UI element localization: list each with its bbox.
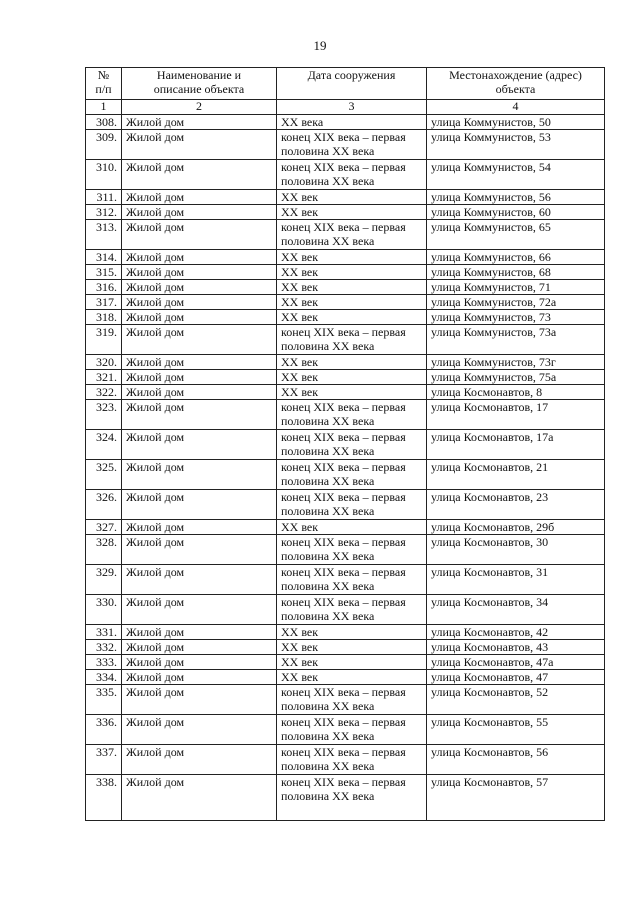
construction-date: конец XIX века – первая половина XX века xyxy=(277,220,427,250)
construction-date: конец XIX века – первая половина XX века xyxy=(277,565,427,595)
object-name: Жилой дом xyxy=(122,310,277,325)
table-row xyxy=(86,355,605,370)
row-number: 330. xyxy=(86,595,122,625)
table-row xyxy=(86,295,605,310)
location-address: улица Космонавтов, 17 xyxy=(427,400,605,430)
location-address: улица Коммунистов, 56 xyxy=(427,190,605,205)
construction-date: XX век xyxy=(277,385,427,400)
row-number: 316. xyxy=(86,280,122,295)
construction-date: конец XIX века – первая половина XX века xyxy=(277,685,427,715)
header-name-description: Наименование и описание объекта xyxy=(122,68,277,100)
construction-date: XX век xyxy=(277,655,427,670)
table-row xyxy=(86,370,605,385)
column-number: 1 xyxy=(86,100,122,115)
location-address: улица Коммунистов, 73 xyxy=(427,310,605,325)
row-number: 324. xyxy=(86,430,122,460)
header-number: № п/п xyxy=(86,68,122,100)
object-name: Жилой дом xyxy=(122,490,277,520)
table-row xyxy=(86,280,605,295)
location-address: улица Космонавтов, 42 xyxy=(427,625,605,640)
table-row xyxy=(86,130,605,160)
row-number: 322. xyxy=(86,385,122,400)
table-row xyxy=(86,325,605,355)
construction-date: XX век xyxy=(277,205,427,220)
row-number: 323. xyxy=(86,400,122,430)
object-name: Жилой дом xyxy=(122,355,277,370)
construction-date: XX век xyxy=(277,625,427,640)
location-address: улица Коммунистов, 60 xyxy=(427,205,605,220)
table-row xyxy=(86,775,605,821)
table-row xyxy=(86,160,605,190)
heritage-registry-table xyxy=(85,67,605,821)
header-location-address: Местонахождение (адрес) объекта xyxy=(427,68,605,100)
location-address: улица Космонавтов, 23 xyxy=(427,490,605,520)
row-number: 334. xyxy=(86,670,122,685)
construction-date: XX век xyxy=(277,295,427,310)
location-address: улица Космонавтов, 30 xyxy=(427,535,605,565)
object-name: Жилой дом xyxy=(122,520,277,535)
row-number: 318. xyxy=(86,310,122,325)
object-name: Жилой дом xyxy=(122,625,277,640)
location-address: улица Космонавтов, 17а xyxy=(427,430,605,460)
construction-date: конец XIX века – первая половина XX века xyxy=(277,160,427,190)
object-name: Жилой дом xyxy=(122,400,277,430)
row-number: 310. xyxy=(86,160,122,190)
table-row xyxy=(86,190,605,205)
construction-date: XX век xyxy=(277,670,427,685)
table-row xyxy=(86,430,605,460)
row-number: 315. xyxy=(86,265,122,280)
object-name: Жилой дом xyxy=(122,775,277,821)
location-address: улица Коммунистов, 66 xyxy=(427,250,605,265)
table-row xyxy=(86,595,605,625)
construction-date: конец XIX века – первая половина XX века xyxy=(277,715,427,745)
column-number: 4 xyxy=(427,100,605,115)
row-number: 333. xyxy=(86,655,122,670)
row-number: 338. xyxy=(86,775,122,821)
row-number: 319. xyxy=(86,325,122,355)
construction-date: XX век xyxy=(277,520,427,535)
location-address: улица Космонавтов, 52 xyxy=(427,685,605,715)
object-name: Жилой дом xyxy=(122,115,277,130)
location-address: улица Коммунистов, 65 xyxy=(427,220,605,250)
object-name: Жилой дом xyxy=(122,205,277,220)
construction-date: конец XIX века – первая половина XX века xyxy=(277,430,427,460)
table-row xyxy=(86,265,605,280)
object-name: Жилой дом xyxy=(122,565,277,595)
table-row xyxy=(86,745,605,775)
location-address: улица Космонавтов, 56 xyxy=(427,745,605,775)
row-number: 309. xyxy=(86,130,122,160)
construction-date: конец XIX века – первая половина XX века xyxy=(277,130,427,160)
row-number: 328. xyxy=(86,535,122,565)
table-body xyxy=(86,115,605,821)
object-name: Жилой дом xyxy=(122,265,277,280)
table-row xyxy=(86,460,605,490)
object-name: Жилой дом xyxy=(122,280,277,295)
row-number: 312. xyxy=(86,205,122,220)
row-number: 321. xyxy=(86,370,122,385)
location-address: улица Коммунистов, 54 xyxy=(427,160,605,190)
location-address: улица Космонавтов, 8 xyxy=(427,385,605,400)
object-name: Жилой дом xyxy=(122,655,277,670)
location-address: улица Коммунистов, 68 xyxy=(427,265,605,280)
object-name: Жилой дом xyxy=(122,385,277,400)
table-row xyxy=(86,520,605,535)
row-number: 326. xyxy=(86,490,122,520)
object-name: Жилой дом xyxy=(122,370,277,385)
construction-date: конец XIX века – первая половина XX века xyxy=(277,400,427,430)
location-address: улица Космонавтов, 47а xyxy=(427,655,605,670)
table-row xyxy=(86,220,605,250)
construction-date: конец XIX века – первая половина XX века xyxy=(277,535,427,565)
table-row xyxy=(86,625,605,640)
table-row xyxy=(86,640,605,655)
construction-date: конец XIX века – первая половина XX века xyxy=(277,460,427,490)
location-address: улица Коммунистов, 50 xyxy=(427,115,605,130)
row-number: 336. xyxy=(86,715,122,745)
table-row xyxy=(86,670,605,685)
column-number: 2 xyxy=(122,100,277,115)
construction-date: XX век xyxy=(277,310,427,325)
construction-date: конец XIX века – первая половина XX века xyxy=(277,325,427,355)
column-number: 3 xyxy=(277,100,427,115)
object-name: Жилой дом xyxy=(122,670,277,685)
table-row xyxy=(86,250,605,265)
row-number: 311. xyxy=(86,190,122,205)
location-address: улица Коммунистов, 73а xyxy=(427,325,605,355)
table-row xyxy=(86,310,605,325)
row-number: 325. xyxy=(86,460,122,490)
object-name: Жилой дом xyxy=(122,130,277,160)
object-name: Жилой дом xyxy=(122,715,277,745)
row-number: 331. xyxy=(86,625,122,640)
object-name: Жилой дом xyxy=(122,220,277,250)
location-address: улица Космонавтов, 34 xyxy=(427,595,605,625)
construction-date: конец XIX века – первая половина XX века xyxy=(277,745,427,775)
location-address: улица Космонавтов, 55 xyxy=(427,715,605,745)
construction-date: XX век xyxy=(277,265,427,280)
object-name: Жилой дом xyxy=(122,250,277,265)
location-address: улица Космонавтов, 57 xyxy=(427,775,605,821)
row-number: 313. xyxy=(86,220,122,250)
location-address: улица Коммунистов, 72а xyxy=(427,295,605,310)
location-address: улица Космонавтов, 43 xyxy=(427,640,605,655)
object-name: Жилой дом xyxy=(122,685,277,715)
table-row xyxy=(86,205,605,220)
location-address: улица Космонавтов, 21 xyxy=(427,460,605,490)
page-number: 19 xyxy=(313,38,327,53)
location-address: улица Космонавтов, 31 xyxy=(427,565,605,595)
object-name: Жилой дом xyxy=(122,160,277,190)
object-name: Жилой дом xyxy=(122,295,277,310)
table-row xyxy=(86,565,605,595)
construction-date: XX век xyxy=(277,190,427,205)
construction-date: конец XIX века – первая половина XX века xyxy=(277,595,427,625)
table-row xyxy=(86,400,605,430)
location-address: улица Коммунистов, 73г xyxy=(427,355,605,370)
construction-date: XX век xyxy=(277,370,427,385)
row-number: 320. xyxy=(86,355,122,370)
construction-date: конец XIX века – первая половина XX века xyxy=(277,490,427,520)
object-name: Жилой дом xyxy=(122,535,277,565)
header-construction-date: Дата сооружения xyxy=(277,68,427,100)
table-row xyxy=(86,685,605,715)
object-name: Жилой дом xyxy=(122,325,277,355)
object-name: Жилой дом xyxy=(122,190,277,205)
location-address: улица Космонавтов, 47 xyxy=(427,670,605,685)
row-number: 329. xyxy=(86,565,122,595)
row-number: 308. xyxy=(86,115,122,130)
construction-date: XX века xyxy=(277,115,427,130)
location-address: улица Коммунистов, 71 xyxy=(427,280,605,295)
construction-date: XX век xyxy=(277,640,427,655)
object-name: Жилой дом xyxy=(122,595,277,625)
object-name: Жилой дом xyxy=(122,430,277,460)
construction-date: XX век xyxy=(277,355,427,370)
row-number: 327. xyxy=(86,520,122,535)
table-row xyxy=(86,715,605,745)
table-row xyxy=(86,535,605,565)
row-number: 335. xyxy=(86,685,122,715)
column-numbers-row xyxy=(86,100,605,115)
location-address: улица Коммунистов, 53 xyxy=(427,130,605,160)
location-address: улица Космонавтов, 29б xyxy=(427,520,605,535)
object-name: Жилой дом xyxy=(122,745,277,775)
table-row xyxy=(86,385,605,400)
object-name: Жилой дом xyxy=(122,640,277,655)
row-number: 332. xyxy=(86,640,122,655)
table-row xyxy=(86,115,605,130)
table-header-row xyxy=(86,68,605,100)
construction-date: XX век xyxy=(277,280,427,295)
row-number: 314. xyxy=(86,250,122,265)
table-row xyxy=(86,490,605,520)
table-row xyxy=(86,655,605,670)
row-number: 317. xyxy=(86,295,122,310)
location-address: улица Коммунистов, 75а xyxy=(427,370,605,385)
row-number: 337. xyxy=(86,745,122,775)
construction-date: конец XIX века – первая половина XX века xyxy=(277,775,427,821)
construction-date: XX век xyxy=(277,250,427,265)
object-name: Жилой дом xyxy=(122,460,277,490)
